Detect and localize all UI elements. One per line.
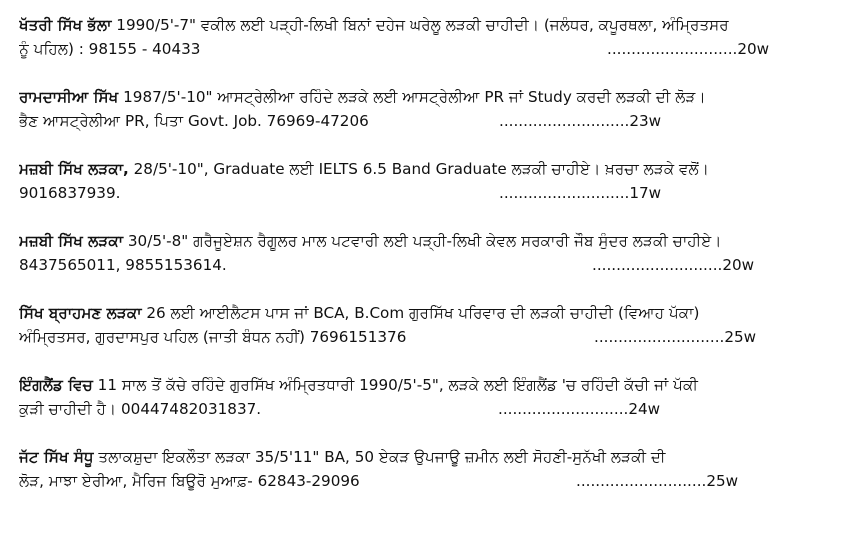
ad-jatt-sikh-sandhu <box>19 445 830 493</box>
ad-england-amritdhari <box>19 373 830 421</box>
ad-line-1 <box>19 445 830 469</box>
ad-reference: ...........................20w <box>592 256 755 274</box>
ad-text: 11 ਸਾਲ ਤੋਂ ਕੱਚੇ ਰਹਿੰਦੇ ਗੁਰਸਿੱਖ ਅੰਮ੍ਰਿਤਧਾਰੀ 1990/5'-5", ਲੜਕੇ ਲਈ ਇੰਗਲੈਂਡ 'ਚ ਰਹਿੰਦੀ ਕੱਚੀ ਜਾਂ ਪੱਕੀ <box>92 376 698 394</box>
ad-heading: ਮਜ਼ਬੀ ਸਿੱਖ ਲੜਕਾ, <box>19 160 129 178</box>
ad-line-1 <box>19 373 830 397</box>
ad-reference: ...........................25w <box>594 328 757 346</box>
ad-mazhabi-sikh-ladka-28 <box>19 157 830 205</box>
ad-contact: ਕੁੜੀ ਚਾਹੀਦੀ ਹੈ। 00447482031837. <box>19 400 262 418</box>
ad-heading: ਇੰਗਲੈਂਡ ਵਿਚ <box>19 376 93 394</box>
ad-line-2 <box>19 181 830 205</box>
ad-contact: 8437565011, 9855153614. <box>19 256 227 274</box>
ad-text: ਤਲਾਕਸ਼ੁਦਾ ਇਕਲੌਤਾ ਲੜਕਾ 35/5'11" BA, 50 ਏਕੜ ਉਪਜਾਊ ਜ਼ਮੀਨ ਲਈ ਸੋਹਣੀ-ਸੁਨੱਖੀ ਲੜਕੀ ਦੀ <box>93 448 666 466</box>
ad-reference: ...........................24w <box>498 400 661 418</box>
ad-line-1 <box>19 85 830 109</box>
ad-line-2 <box>19 109 830 133</box>
ad-text: 1990/5'-7" ਵਕੀਲ ਲਈ ਪੜ੍ਹੀ-ਲਿਖੀ ਬਿਨਾਂ ਦਹੇਜ ਘਰੇਲੂ ਲੜਕੀ ਚਾਹੀਦੀ। (ਜਲੰਧਰ, ਕਪੂਰਥਲਾ, ਅੰਮ੍ਰਿਤਸਰ <box>111 16 729 34</box>
ad-heading: ਸਿੱਖ ਬ੍ਰਾਹਮਣ ਲੜਕਾ <box>19 304 142 322</box>
ad-mazhabi-sikh-ladka-30 <box>19 229 830 277</box>
ad-line-1 <box>19 13 830 37</box>
classified-ads-page <box>19 13 830 517</box>
ad-line-2 <box>19 325 830 349</box>
ad-reference: ...........................25w <box>576 472 739 490</box>
ad-contact: ਨੂੰ ਪਹਿਲ) : 98155 - 40433 <box>19 40 201 58</box>
ad-line-1 <box>19 229 830 253</box>
ad-line-2 <box>19 37 830 61</box>
ad-sikh-brahman-ladka <box>19 301 830 349</box>
ad-heading: ਰਾਮਦਾਸੀਆ ਸਿੱਖ <box>19 88 119 106</box>
ad-reference: ...........................20w <box>607 40 770 58</box>
ad-line-2 <box>19 469 830 493</box>
ad-heading: ਖੱਤਰੀ ਸਿੱਖ ਭੱਲਾ <box>19 16 112 34</box>
ad-text: 30/5'-8" ਗਰੈਜੂਏਸ਼ਨ ਰੈਗੂਲਰ ਮਾਲ ਪਟਵਾਰੀ ਲਈ ਪੜ੍ਹੀ-ਲਿਖੀ ਕੇਵਲ ਸਰਕਾਰੀ ਜੌਬ ਸੁੰਦਰ ਲੜਕੀ ਚਾਹੀਏ। <box>123 232 722 250</box>
ad-heading: ਜੱਟ ਸਿੱਖ ਸੰਧੂ <box>19 448 94 466</box>
ad-contact: ਭੈਣ ਆਸਟ੍ਰੇਲੀਆ PR, ਪਿਤਾ Govt. Job. 76969-47206 <box>19 112 369 130</box>
ad-line-2 <box>19 397 830 421</box>
ad-text: 1987/5'-10" ਆਸਟ੍ਰੇਲੀਆ ਰਹਿੰਦੇ ਲੜਕੇ ਲਈ ਆਸਟ੍ਰੇਲੀਆ PR ਜਾਂ Study ਕਰਦੀ ਲੜਕੀ ਦੀ ਲੋੜ। <box>118 88 706 106</box>
ad-text: 28/5'-10", Graduate ਲਈ IELTS 6.5 Band Graduate ਲੜਕੀ ਚਾਹੀਏ। ਖ਼ਰਚਾ ਲੜਕੇ ਵਲੋਂ। <box>128 160 710 178</box>
ad-ramdasia-sikh <box>19 85 830 133</box>
ad-khatri-sikh-bhalla <box>19 13 830 61</box>
ad-reference: ...........................17w <box>499 184 662 202</box>
ad-line-1 <box>19 157 830 181</box>
ad-heading: ਮਜ਼ਬੀ ਸਿੱਖ ਲੜਕਾ <box>19 232 124 250</box>
ad-line-1 <box>19 301 830 325</box>
ad-reference: ...........................23w <box>499 112 662 130</box>
ad-text: 26 ਲਈ ਆਈਲੈਟਸ ਪਾਸ ਜਾਂ BCA, B.Com ਗੁਰਸਿੱਖ ਪਰਿਵਾਰ ਦੀ ਲੜਕੀ ਚਾਹੀਦੀ (ਵਿਆਹ ਪੱਕਾ) <box>141 304 700 322</box>
ad-contact: ਅੰਮ੍ਰਿਤਸਰ, ਗੁਰਦਾਸਪੁਰ ਪਹਿਲ (ਜਾਤੀ ਬੰਧਨ ਨਹੀਂ) 7696151376 <box>19 328 407 346</box>
ad-contact: ਲੋੜ, ਮਾਝਾ ਏਰੀਆ, ਮੈਰਿਜ ਬਿਊਰੋ ਮੁਆਫ਼- 62843-29096 <box>19 472 360 490</box>
ad-line-2 <box>19 253 830 277</box>
ad-contact: 9016837939. <box>19 184 121 202</box>
